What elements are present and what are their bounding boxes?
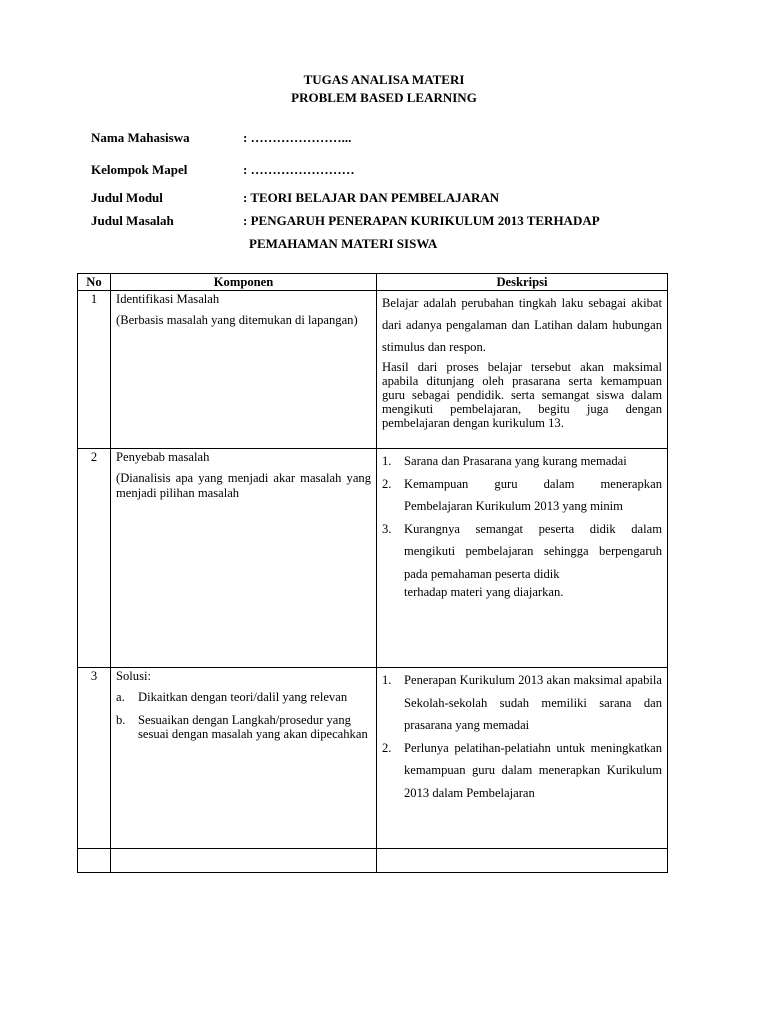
- field-label-nama: Nama Mahasiswa: [91, 130, 190, 145]
- row-number: 3: [78, 668, 111, 849]
- field-label-judul-masalah: Judul Masalah: [91, 213, 174, 228]
- list-item: 2. Kemampuan guru dalam menerapkan Pembelajaran Kurikulum 2013 yang minim: [382, 476, 662, 513]
- list-item: 3. Kurangnya semangat peserta didik dalam mengikuti pembelajaran sehingga berpengaruh pada pemahaman peserta didik: [382, 521, 662, 581]
- list-item: 1. Penerapan Kurikulum 2013 akan maksimal apabila Sekolah-sekolah sudah memiliki sarana dan prasarana yang memadai: [382, 673, 662, 732]
- header-no: No: [78, 274, 111, 291]
- deskripsi-list: [382, 450, 662, 585]
- komponen-cell: [111, 291, 377, 449]
- komponen-title: Penyebab masalah: [116, 450, 210, 464]
- deskripsi-paragraph: Belajar adalah perubahan tingkah laku sebagai akibat dari adanya pengalaman dan Latihan dalam hubungan stimulus dan respon.: [382, 296, 662, 354]
- field-value-judul-modul: : TEORI BELAJAR DAN PEMBELAJARAN: [243, 190, 500, 205]
- komponen-cell: [111, 668, 377, 849]
- field-value-kelompok: : ……………………: [243, 162, 355, 177]
- deskripsi-cell: [377, 291, 668, 449]
- field-value-judul-masalah: : PENGARUH PENERAPAN KURIKULUM 2013 TERHADAP: [243, 213, 600, 228]
- document-title: TUGAS ANALISA MATERI: [303, 72, 465, 87]
- komponen-note: (Berbasis masalah yang ditemukan di lapangan): [116, 313, 358, 327]
- row-number: 2: [78, 449, 111, 668]
- empty-cell: [78, 849, 111, 873]
- table-row: [78, 668, 668, 849]
- field-value-judul-masalah-line2: PEMAHAMAN MATERI SISWA: [249, 236, 438, 251]
- komponen-note: (Dianalisis apa yang menjadi akar masalah yang menjadi pilihan masalah: [116, 471, 371, 500]
- field-label-judul-modul: Judul Modul: [91, 190, 163, 205]
- table-row: [78, 449, 668, 668]
- komponen-title: Solusi:: [116, 669, 151, 683]
- list-item: a. Dikaitkan dengan teori/dalil yang relevan: [116, 690, 348, 704]
- deskripsi-paragraph: Hasil dari proses belajar tersebut akan maksimal apabila ditunjang oleh prasarana serta kemampuan guru sebagai pendidik. serta semangat siswa dalam mengikuti pembelajaran, begitu juga dengan pembelajaran dengan kurikulum 13.: [382, 360, 662, 430]
- field-value-nama: : …………………...: [243, 130, 352, 145]
- row-number: 1: [78, 291, 111, 449]
- deskripsi-cell: [377, 449, 668, 668]
- table-row: [78, 291, 668, 449]
- empty-cell: [111, 849, 377, 873]
- list-item: 1. Sarana dan Prasarana yang kurang memadai: [382, 454, 627, 468]
- komponen-cell: [111, 449, 377, 668]
- komponen-title: Identifikasi Masalah: [116, 292, 220, 306]
- analysis-table: [77, 273, 668, 873]
- document-subtitle: PROBLEM BASED LEARNING: [291, 90, 477, 105]
- list-item: 2. Perlunya pelatihan-pelatiahn untuk meningkatkan kemampuan guru dalam menerapkan Kurikulum 2013 dalam Pembelajaran: [382, 740, 662, 800]
- header-komponen: Komponen: [111, 274, 377, 291]
- field-label-kelompok: Kelompok Mapel: [91, 162, 188, 177]
- list-item: b. Sesuaikan dengan Langkah/prosedur yang sesuai dengan masalah yang akan dipecahkan: [116, 712, 368, 741]
- komponen-list: [116, 686, 371, 741]
- table-row-empty: [78, 849, 668, 873]
- deskripsi-list: [382, 669, 662, 804]
- table-header-row: [78, 274, 668, 291]
- deskripsi-tail: terhadap materi yang diajarkan.: [404, 585, 564, 599]
- header-deskripsi: Deskripsi: [377, 274, 668, 291]
- empty-cell: [377, 849, 668, 873]
- deskripsi-cell: [377, 668, 668, 849]
